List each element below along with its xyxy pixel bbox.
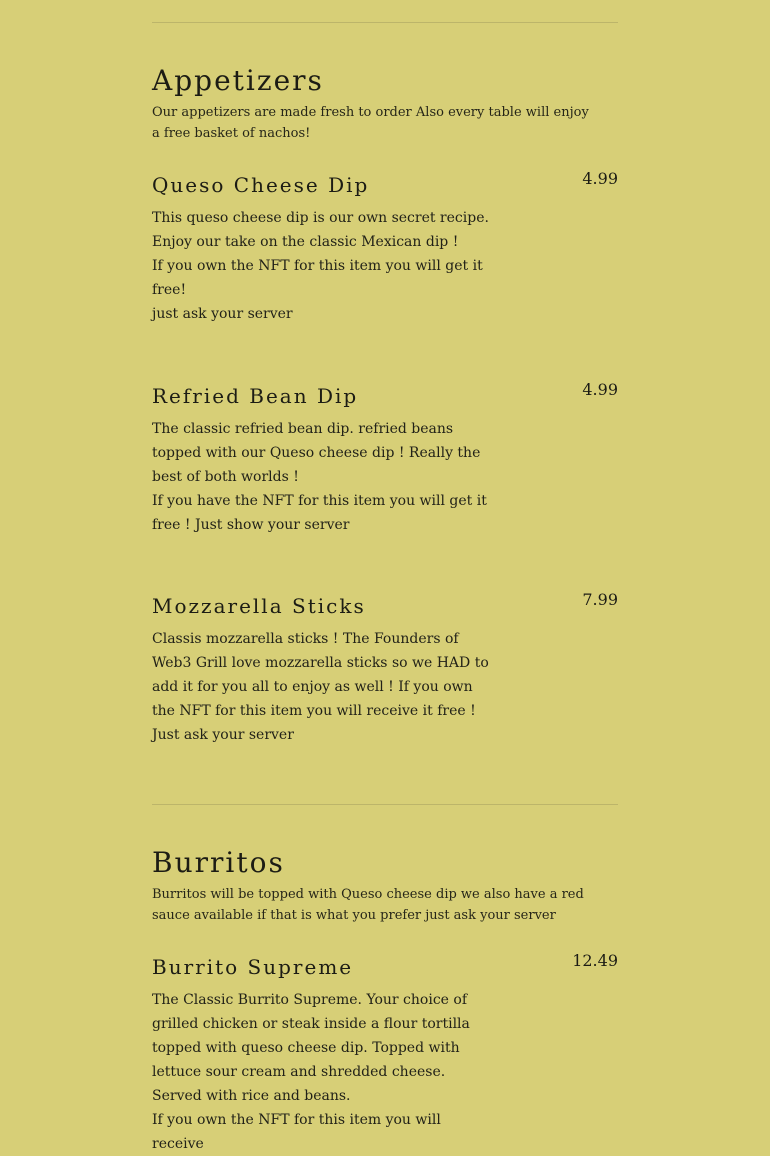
item-description-line: If you have the NFT for this item you will get it free ! Just show your server xyxy=(152,493,487,533)
section-description: Our appetizers are made fresh to order Also every table will enjoy a free basket of nachos! xyxy=(152,105,589,141)
section-burritos xyxy=(152,846,618,1156)
section-title: Appetizers xyxy=(152,64,324,97)
item-price: 7.99 xyxy=(582,590,618,609)
item-description-line: The Classic Burrito Supreme. Your choice of grilled chicken or steak inside a flour tortilla topped with queso cheese dip. Topped with lettuce sour cream and shredded cheese. Served with rice and beans. xyxy=(152,992,470,1104)
divider xyxy=(152,22,618,23)
item-description xyxy=(152,627,492,747)
item-description-line: Enjoy our take on the classic Mexican dip ! xyxy=(152,234,459,250)
menu-item xyxy=(152,169,618,326)
menu-item xyxy=(152,590,618,747)
item-description xyxy=(152,417,492,537)
menu-item xyxy=(152,951,618,1156)
item-description-line: This queso cheese dip is our own secret recipe. xyxy=(152,210,489,226)
item-price: 4.99 xyxy=(582,380,618,399)
item-description xyxy=(152,206,492,326)
item-description-line: Classis mozzarella sticks ! The Founders of Web3 Grill love mozzarella sticks so we HAD to add it for you all to enjoy as well ! If you own the NFT for this item you will receive it free ! Just ask your server xyxy=(152,631,489,743)
item-description-line: If you own the NFT for this item you will get it free! xyxy=(152,258,483,298)
item-name: Burrito Supreme xyxy=(152,955,354,979)
item-description-line: just ask your server xyxy=(152,306,293,322)
divider xyxy=(152,804,618,805)
item-name: Queso Cheese Dip xyxy=(152,173,370,197)
item-name: Refried Bean Dip xyxy=(152,384,359,408)
section-description: Burritos will be topped with Queso cheese dip we also have a red sauce available if that is what you prefer just ask your server xyxy=(152,887,584,923)
section-appetizers xyxy=(152,64,618,747)
item-name: Mozzarella Sticks xyxy=(152,594,366,618)
item-description xyxy=(152,988,492,1156)
section-title: Burritos xyxy=(152,846,285,879)
item-price: 4.99 xyxy=(582,169,618,188)
menu xyxy=(152,0,618,1156)
item-description-line: If you own the NFT for this item you will receive xyxy=(152,1112,441,1152)
item-description-line: The classic refried bean dip. refried beans topped with our Queso cheese dip ! Really the best of both worlds ! xyxy=(152,421,481,485)
item-price: 12.49 xyxy=(572,951,618,970)
menu-item xyxy=(152,380,618,537)
